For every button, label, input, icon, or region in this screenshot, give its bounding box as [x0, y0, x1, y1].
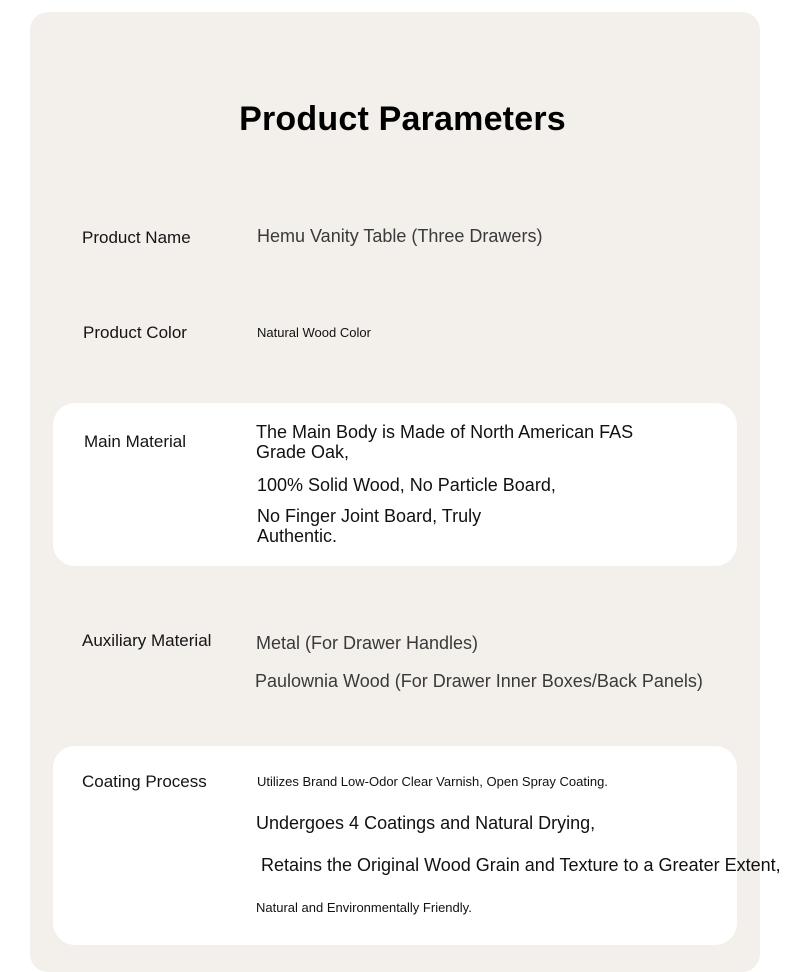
- coating-process-line-1: Utilizes Brand Low-Odor Clear Varnish, Open Spray Coating.: [257, 774, 608, 789]
- coating-process-line-2: Undergoes 4 Coatings and Natural Drying,: [256, 813, 596, 833]
- coating-process-label: Coating Process: [82, 772, 207, 791]
- page-title: Product Parameters: [239, 100, 566, 138]
- product-name-label: Product Name: [82, 228, 191, 247]
- main-material-line-5: Authentic.: [257, 526, 338, 546]
- auxiliary-material-line-1: Metal (For Drawer Handles): [256, 633, 479, 653]
- main-material-label: Main Material: [84, 432, 187, 451]
- product-name-value: Hemu Vanity Table (Three Drawers): [257, 226, 543, 246]
- main-material-line-2: Grade Oak,: [256, 442, 350, 462]
- coating-process-line-3: Retains the Original Wood Grain and Texture to a Greater Extent,: [256, 855, 781, 875]
- product-color-value: Natural Wood Color: [257, 325, 371, 340]
- main-material-line-1: The Main Body is Made of North American FAS: [256, 422, 634, 442]
- main-material-line-3: 100% Solid Wood, No Particle Board,: [257, 475, 556, 495]
- coating-process-line-4: Natural and Environmentally Friendly.: [256, 900, 472, 915]
- auxiliary-material-label: Auxiliary Material: [82, 631, 212, 650]
- product-color-label: Product Color: [83, 323, 187, 342]
- auxiliary-material-line-2: Paulownia Wood (For Drawer Inner Boxes/Back Panels): [255, 671, 703, 691]
- main-material-line-4: No Finger Joint Board, Truly: [257, 506, 482, 526]
